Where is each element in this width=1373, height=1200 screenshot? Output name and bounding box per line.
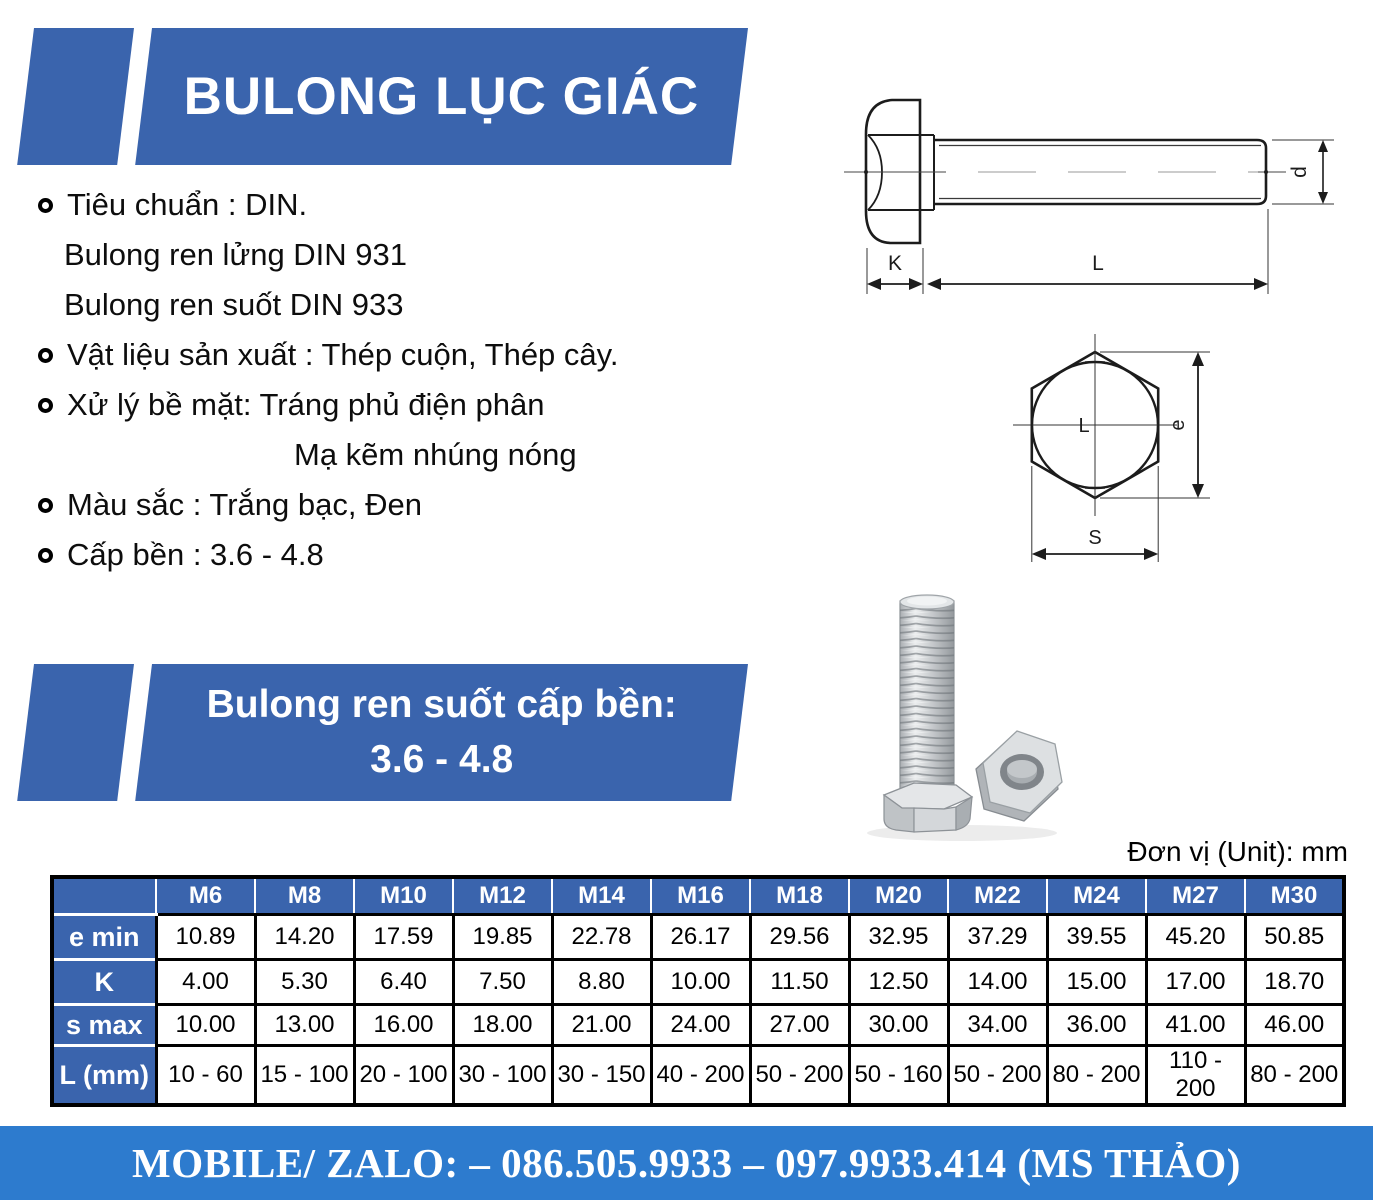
table-cell: 50 - 160 — [849, 1046, 948, 1106]
table-cell: 40 - 200 — [651, 1046, 750, 1106]
table-cell: 5.30 — [255, 960, 354, 1005]
table-cell: 12.50 — [849, 960, 948, 1005]
hex-center-label: L — [1078, 415, 1090, 437]
table-cell: 8.80 — [552, 960, 651, 1005]
spec-line — [30, 280, 770, 330]
table-cell: 41.00 — [1146, 1005, 1245, 1046]
column-header: M30 — [1245, 877, 1344, 915]
table-cell: 15.00 — [1047, 960, 1146, 1005]
banner-main-shape — [135, 28, 748, 165]
spec-text: Tiêu chuẩn : DIN. — [67, 187, 308, 222]
column-header: M20 — [849, 877, 948, 915]
spec-text: Vật liệu sản xuất : Thép cuộn, Thép cây. — [67, 337, 619, 372]
table-cell: 50 - 200 — [948, 1046, 1047, 1106]
row-label: s max — [52, 1005, 156, 1046]
column-header: M27 — [1146, 877, 1245, 915]
bullet-icon — [38, 548, 53, 563]
bullet-icon — [38, 398, 53, 413]
table-cell: 10 - 60 — [156, 1046, 255, 1106]
bolt-dimension-drawing — [828, 72, 1373, 320]
table-cell: 10.00 — [156, 1005, 255, 1046]
row-label: e min — [52, 915, 156, 960]
table-cell: 17.00 — [1146, 960, 1245, 1005]
spec-line — [30, 480, 770, 530]
spec-line — [30, 330, 770, 380]
dim-label-l: L — [1092, 252, 1104, 275]
row-label: K — [52, 960, 156, 1005]
column-header: M16 — [651, 877, 750, 915]
spec-line — [30, 430, 770, 480]
table-cell: 6.40 — [354, 960, 453, 1005]
dimension-table — [50, 875, 1346, 1107]
table-cell: 30 - 100 — [453, 1046, 552, 1106]
table-cell: 45.20 — [1146, 915, 1245, 960]
page-title: BULONG LỤC GIÁC — [183, 67, 700, 126]
strength-banner-text — [206, 677, 676, 788]
table-cell: 32.95 — [849, 915, 948, 960]
spec-line — [30, 180, 770, 230]
table-cell: 46.00 — [1245, 1005, 1344, 1046]
table-header-row — [52, 877, 1344, 915]
contact-bar — [0, 1126, 1373, 1200]
table-cell: 29.56 — [750, 915, 849, 960]
table-cell: 30.00 — [849, 1005, 948, 1046]
table-cell: 16.00 — [354, 1005, 453, 1046]
column-header: M8 — [255, 877, 354, 915]
table-cell: 22.78 — [552, 915, 651, 960]
table-cell: 34.00 — [948, 1005, 1047, 1046]
table-cell: 30 - 150 — [552, 1046, 651, 1106]
spec-text: Bulong ren suốt DIN 933 — [64, 287, 404, 322]
table-cell: 80 - 200 — [1047, 1046, 1146, 1106]
column-header: M24 — [1047, 877, 1146, 915]
column-header: M14 — [552, 877, 651, 915]
dim-label-e: e — [1167, 419, 1189, 431]
banner-accent-shape — [17, 664, 134, 801]
spec-line — [30, 380, 770, 430]
column-header: M12 — [453, 877, 552, 915]
banner-accent-shape — [17, 28, 134, 165]
dim-label-k: K — [887, 252, 903, 275]
spec-line — [30, 230, 770, 280]
column-header: M18 — [750, 877, 849, 915]
table-row — [52, 1046, 1344, 1106]
table-cell: 13.00 — [255, 1005, 354, 1046]
table-cell: 37.29 — [948, 915, 1047, 960]
spec-text: Mạ kẽm nhúng nóng — [294, 437, 577, 472]
contact-text: MOBILE/ ZALO: – 086.505.9933 – 097.9933.414 (MS THẢO) — [132, 1140, 1241, 1186]
strength-banner-line1: Bulong ren suốt cấp bền: — [206, 683, 677, 727]
table-cell: 20 - 100 — [354, 1046, 453, 1106]
banner-main-shape — [135, 664, 748, 801]
bolt-nut-photo — [862, 583, 1157, 845]
table-cell: 39.55 — [1047, 915, 1146, 960]
column-header: M10 — [354, 877, 453, 915]
bullet-icon — [38, 348, 53, 363]
row-label: L (mm) — [52, 1046, 156, 1106]
table-cell: 14.20 — [255, 915, 354, 960]
table-cell: 7.50 — [453, 960, 552, 1005]
table-cell: 11.50 — [750, 960, 849, 1005]
table-cell: 36.00 — [1047, 1005, 1146, 1046]
column-header: M6 — [156, 877, 255, 915]
title-banner — [34, 28, 748, 165]
table-cell: 50.85 — [1245, 915, 1344, 960]
table-row — [52, 915, 1344, 960]
table-row — [52, 960, 1344, 1005]
table-cell: 80 - 200 — [1245, 1046, 1344, 1106]
unit-note: Đơn vị (Unit): mm — [1127, 836, 1348, 867]
dim-label-d: d — [1288, 166, 1311, 178]
bullet-icon — [38, 498, 53, 513]
bullet-icon — [38, 198, 53, 213]
table-cell: 27.00 — [750, 1005, 849, 1046]
table-cell: 110 - 200 — [1146, 1046, 1245, 1106]
table-corner-cell — [52, 877, 156, 915]
table-cell: 18.00 — [453, 1005, 552, 1046]
spec-line — [30, 530, 770, 580]
table-cell: 18.70 — [1245, 960, 1344, 1005]
table-row — [52, 1005, 1344, 1046]
table-cell: 19.85 — [453, 915, 552, 960]
table-cell: 15 - 100 — [255, 1046, 354, 1106]
table-cell: 4.00 — [156, 960, 255, 1005]
hex-head-drawing — [958, 332, 1258, 582]
table-cell: 26.17 — [651, 915, 750, 960]
table-cell: 50 - 200 — [750, 1046, 849, 1106]
strength-banner — [34, 664, 748, 801]
table-cell: 17.59 — [354, 915, 453, 960]
table-cell: 24.00 — [651, 1005, 750, 1046]
spec-text: Bulong ren lửng DIN 931 — [64, 237, 408, 272]
table-cell: 10.00 — [651, 960, 750, 1005]
dim-label-s: S — [1088, 527, 1102, 549]
table-cell: 10.89 — [156, 915, 255, 960]
spec-list — [30, 180, 770, 580]
strength-banner-line2: 3.6 - 4.8 — [370, 738, 514, 782]
spec-text: Cấp bền : 3.6 - 4.8 — [67, 537, 324, 572]
column-header: M22 — [948, 877, 1047, 915]
table-cell: 21.00 — [552, 1005, 651, 1046]
spec-text: Màu sắc : Trắng bạc, Đen — [67, 487, 422, 522]
table-cell: 14.00 — [948, 960, 1047, 1005]
spec-text: Xử lý bề mặt: Tráng phủ điện phân — [67, 387, 545, 422]
